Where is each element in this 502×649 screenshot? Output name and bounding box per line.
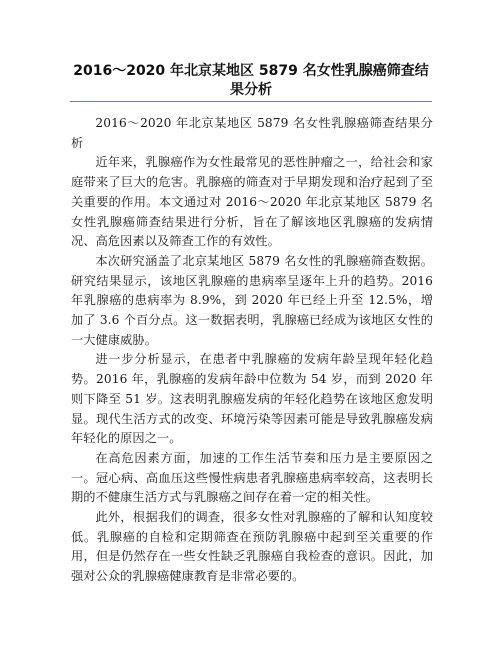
body-paragraph-title-repeat: 2016～2020 年北京某地区 5879 名女性乳腺癌筛查结果分析 [71, 116, 433, 150]
body-paragraph: 此外，根据我们的调查，很多女性对乳腺癌的了解和认知度较低。乳腺癌的自检和定期筛查在预防乳腺癌中起到至关重要的作用，但是仍然存在一些女性缺乏乳腺癌自我检查的意识。因此，加强对公众的乳腺癌健康教育是非常必要的。 [71, 510, 433, 584]
body-paragraph: 进一步分析显示，在患者中乳腺癌的发病年龄呈现年轻化趋势。2016 年，乳腺癌的发病年龄中位数为 54 岁，而到 2020 年则下降至 51 岁。这表明乳腺癌发病的年轻化趋势在该地区愈发明显。现代生活方式的改变、环境污染等因素可能是导致乳腺癌发病年轻化的原因之一。 [71, 352, 433, 446]
title-divider [70, 101, 432, 102]
body-paragraph: 近年来，乳腺癌作为女性最常见的恶性肿瘤之一，给社会和家庭带来了巨大的危害。乳腺癌的筛查对于早期发现和治疗起到了至关重要的作用。本文通过对 2016～2020 年北京某地区 5879 名女性乳腺癌筛查结果进行分析，旨在了解该地区乳腺癌的发病情况、高危因素以及筛查工作的有效性。 [71, 155, 433, 249]
body-paragraph: 本次研究涵盖了北京某地区 5879 名女性的乳腺癌筛查数据。研究结果显示，该地区乳腺癌的患病率呈逐年上升的趋势。2016 年乳腺癌的患病率为 8.9%，到 2020 年已经上升至 12.5%，增加了 3.6 个百分点。这一数据表明，乳腺癌已经成为该地区女性的一大健康威胁。 [71, 253, 433, 347]
document-body [71, 114, 433, 587]
body-paragraph: 在高危因素方面，加速的工作生活节奏和压力是主要原因之一。冠心病、高血压这些慢性病患者乳腺癌患病率较高，这表明长期的不健康生活方式与乳腺癌之间存在着一定的相关性。 [71, 450, 433, 505]
document-title: 2016～2020 年北京某地区 5879 名女性乳腺癌筛查结果分析 [73, 63, 429, 98]
